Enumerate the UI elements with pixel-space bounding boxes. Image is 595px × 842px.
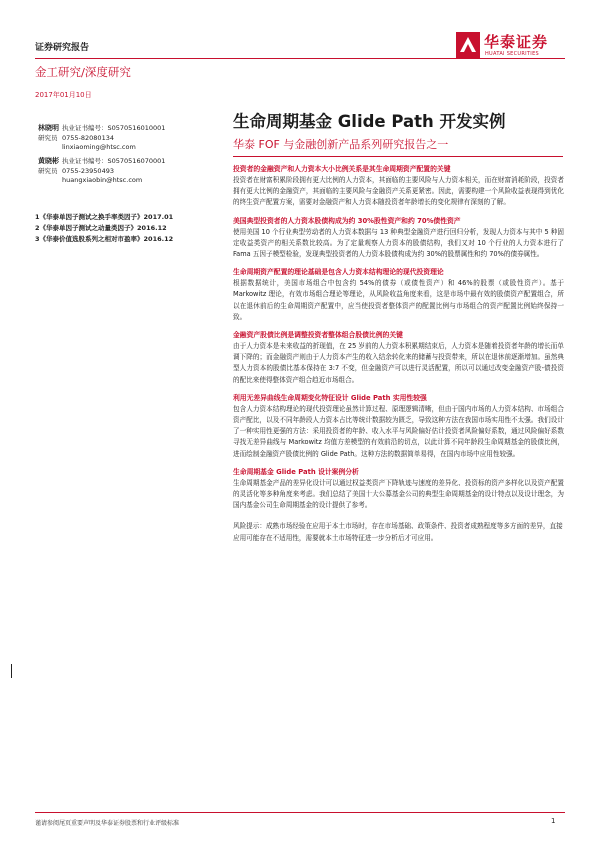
- section-heading: 美国典型投资者的人力资本股债构成为约 30%股性资产和约 70%债性资产: [233, 216, 461, 225]
- analyst-name: 黄晓彬: [38, 157, 59, 165]
- logo-chinese-name: 华泰证券: [484, 33, 549, 51]
- analyst-name: 林晓明: [38, 124, 59, 132]
- huatai-logo-mark-icon: [456, 32, 480, 58]
- summary-section: [233, 164, 564, 209]
- summary-section: [233, 267, 564, 323]
- risk-warning: 风险提示：成熟市场经验在应用于本土市场时，存在市场基础、政策条件、投资者成熟程度等多方面的差异，直接应用可能存在不适用性，需要就本土市场特征进一步分析后才可应用。: [233, 522, 563, 542]
- report-date: 2017年01月10日: [35, 91, 92, 99]
- summary-section: [233, 216, 564, 261]
- section-heading: 生命周期基金 Glide Path 设计案例分析: [233, 467, 359, 476]
- header-divider: [35, 58, 565, 59]
- text-cursor: [11, 664, 12, 678]
- related-report-link[interactable]: 1《华泰单因子测试之换手率类因子》2017.01: [35, 213, 174, 221]
- section-body: 包含人力资本结构理论的现代投资理论虽然计算过程、原理逻辑清晰，但由于国内市场的人力资本结构、市场组合资产配比，以及不同年龄段人力资本占比等统计数据较为匮乏，导致这种方法在我国市场实用性不太强。我们设计了一种实用性更强的方法：采用投资者的年龄、收入水平与风险偏好估计投资者风险偏好系数，通过风险偏好系数寻找无差异曲线与 Markowitz 均值方差模型的有效前沿的切点，以此计算不同年龄段生命周期基金的股债比例，进而绘制金融资产股债比例的 Glide Path。这种方法的数据简单易得，在国内市场中应用性较强。: [233, 404, 564, 458]
- analyst-phone: 0755-82080134: [62, 133, 114, 142]
- section-body: 由于人力资本是未来收益的折现值，在 25 岁前的人力资本积累期结束后，人力资本是随着投资者年龄的增长而单调下降的；而金融资产则由于人力资本产生的收入结余转化来的储蓄与投资带来，所以在退休前逐渐增加。虽然典型人力资本的股债比基本保持在 3:7 不变，但金融资产可以进行灵活配置，所以可以通过改变金融资产股-债投资的配比来使得整体资产组合趋近市场组合。: [233, 342, 564, 384]
- analyst-phone: 0755-23950493: [62, 166, 114, 175]
- section-heading: 投资者的金融资产和人力资本大小比例关系是其生命周期资产配置的关键: [233, 165, 451, 173]
- analyst-email[interactable]: huangxiaobin@htsc.com: [62, 176, 143, 184]
- analyst-cert-number: S0570516070001: [107, 157, 166, 165]
- section-heading: 金融资产股债比例是调整投资者整体组合股债比例的关键: [233, 331, 403, 340]
- analyst-cert-label: 执业证书编号：: [62, 124, 108, 132]
- summary-section: [233, 393, 564, 460]
- analyst-cert-number: S0570516010001: [107, 124, 166, 132]
- section-body: 使用美国 10 个行业典型劳动者的人力资本数据与 13 种典型金融资产进行回归分析，发现人力资本与其中 5 种固定收益类资产的相关系数比较高。为了定量观察人力资本的股债结构，我们又对 10 个行业的人力资本进行了 Fama 五因子模型检验，发现典型投资者的人力资本股债构成为约 30%的股票属性和约 70%的债券属性。: [233, 227, 564, 259]
- report-title: 生命周期基金 Glide Path 开发实例: [233, 112, 506, 131]
- section-heading: 利用无差异曲线生命周期变化特征设计 Glide Path 实用性较强: [233, 393, 427, 402]
- section-body: 根据数据统计，美国市场组合中包含约 54%的债券（或债性资产）和 46%的股票（或股性资产）。基于 Markowitz 理论，有效市场组合理论等理论，从风险收益角度来看，这是市场中最有效的股债资产配置组合，所以在退休前后的生命周期资产配置中，应当使投资者整体资产的配置比例与市场组合的资产配置比例始终保持一致。: [233, 279, 564, 321]
- related-reports-list: [35, 212, 173, 245]
- summary-section: [233, 330, 564, 386]
- analyst-cert-label: 执业证书编号：: [62, 157, 108, 165]
- analyst-block-1: [38, 124, 165, 153]
- logo-english-name: HUATAI SECURITIES: [485, 51, 539, 57]
- page-number: 1: [551, 817, 556, 825]
- document-type-label: 证券研究报告: [35, 43, 90, 53]
- analyst-block-2: [38, 157, 165, 186]
- section-body: 投资者在财富积累阶段拥有更大比例的人力资本，其面临的主要风险与人力资本相关，而在财富消耗阶段，投资者拥有更大比例的金融资产，其面临的主要风险与金融资产关系更紧密。因此，需要构建一个风险收益表现得到优化的终生资产配置方案，需要对金融资产和人力资本随投资者年龄增长的变化规律有深刻的了解。: [233, 176, 564, 207]
- report-category: 金工研究/深度研究: [35, 65, 131, 79]
- section-body: 生命周期基金产品的差异化设计可以通过权益类资产下降轨迹与速度的差异化、投资标的资产多样化以及资产配置的灵活化等多种角度来考虑。我们总结了美国十大公募基金公司的典型生命周期基金的设计特点以及设计理念，为国内基金公司生命周期基金的设计提供了参考。: [233, 478, 564, 510]
- related-report-link[interactable]: 3《华泰价值选股系列之相对市盈率》2016.12: [35, 235, 174, 243]
- section-heading: 生命周期资产配置的理论基础是包含人力资本结构理论的现代投资理论: [233, 268, 444, 277]
- analyst-role: 研究员: [38, 166, 58, 175]
- analyst-role: 研究员: [38, 133, 58, 142]
- summary-section: [233, 467, 564, 512]
- title-divider: [233, 156, 563, 157]
- footer-divider: [35, 812, 565, 813]
- report-subtitle: 华泰 FOF 与金融创新产品系列研究报告之一: [233, 138, 449, 151]
- related-report-link[interactable]: 2《华泰单因子测试之动量类因子》2016.12: [35, 224, 167, 232]
- report-summary: [233, 164, 564, 544]
- analyst-email[interactable]: linxiaoming@htsc.com: [62, 143, 136, 151]
- footer-disclaimer-note: 谨请参阅尾页重要声明及华泰证券股票和行业评级标准: [35, 820, 180, 827]
